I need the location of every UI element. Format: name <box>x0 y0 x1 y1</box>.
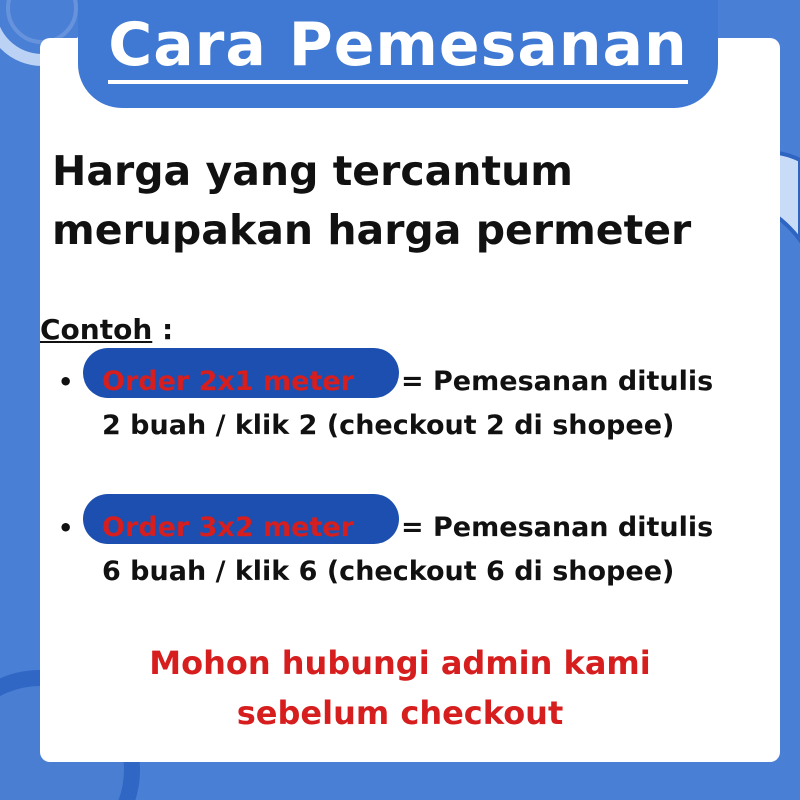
note-line-1: Mohon hubungi admin kami <box>149 644 651 682</box>
example-label: Contoh : <box>40 313 174 346</box>
bullet-icon: • <box>58 514 74 542</box>
order-description: = Pemesanan ditulis <box>401 366 714 397</box>
order-description: = Pemesanan ditulis <box>401 512 714 543</box>
price-heading <box>52 142 752 260</box>
heading-line-2: merupakan harga permeter <box>52 206 692 254</box>
order-highlight: Order 2x1 meter <box>102 366 354 397</box>
order-highlight: Order 3x2 meter <box>102 512 354 543</box>
contact-admin-note <box>0 638 800 738</box>
page-title: Cara Pemesanan <box>78 10 718 80</box>
order-detail: 6 buah / klik 6 (checkout 6 di shopee) <box>102 556 675 587</box>
heading-line-1: Harga yang tercantum <box>52 147 573 195</box>
bullet-icon: • <box>58 368 74 396</box>
note-line-2: sebelum checkout <box>236 694 564 732</box>
order-detail: 2 buah / klik 2 (checkout 2 di shopee) <box>102 410 675 441</box>
